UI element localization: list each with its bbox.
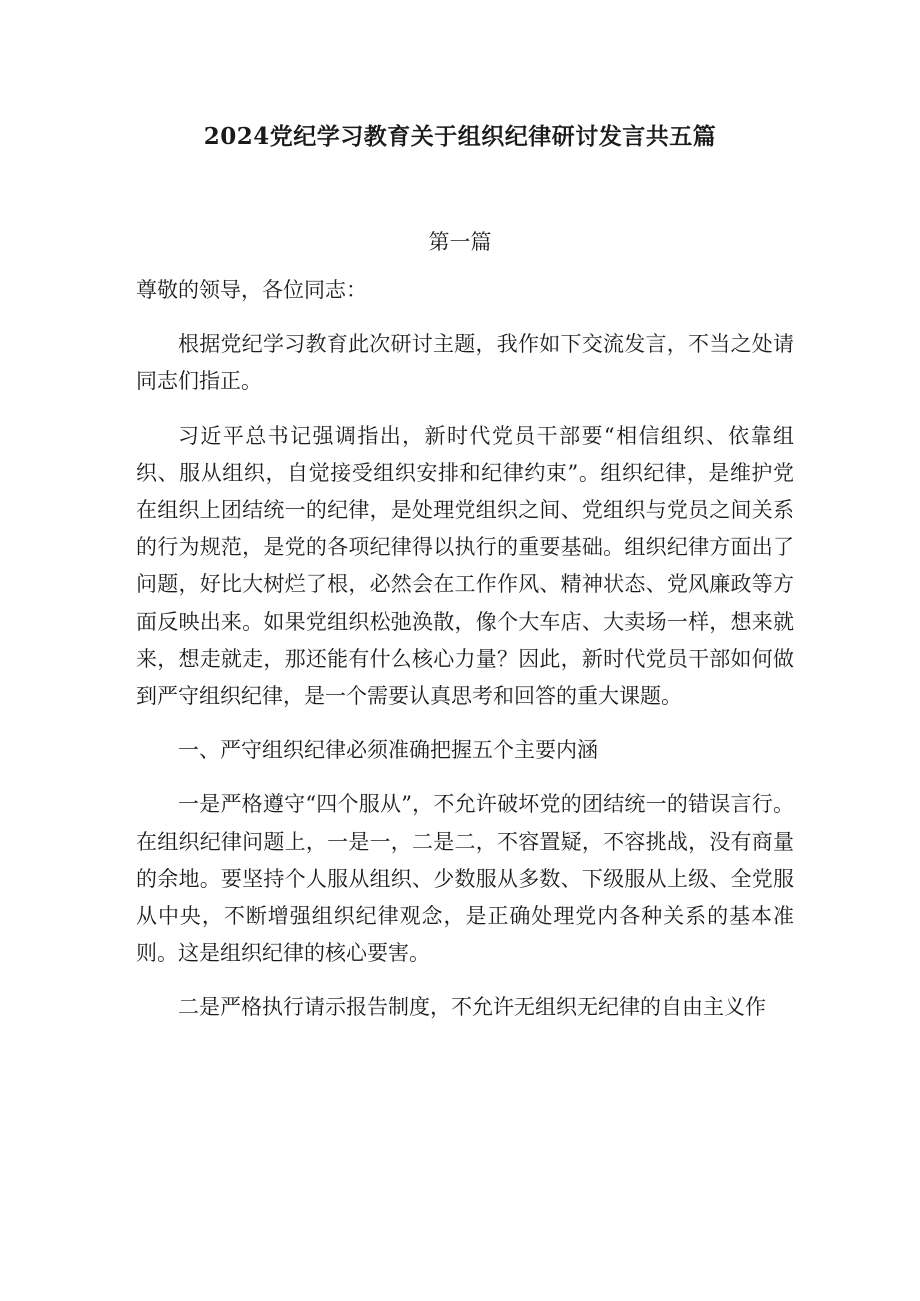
document-body (136, 272, 794, 1044)
paragraph-intro: 根据党纪学习教育此次研讨主题，我作如下交流发言，不当之处请同志们指正。 (136, 332, 794, 394)
paragraph-quote: 习近平总书记强调指出，新时代党员干部要“相信组织、依靠组织、服从组织，自觉接受组织安排和纪律约束”。组织纪律，是维护党在组织上团结统一的纪律，是处理党组织之间、党组织与党员之间关系的行为规范，是党的各项纪律得以执行的重要基础。组织纪律方面出了问题，好比大树烂了根，必然会在工作作风、精神状态、党风廉政等方面反映出来。如果党组织松弛涣散，像个大车店、大卖场一样，想来就来，想走就走，那还能有什么核心力量？因此，新时代党员干部如何做到严守组织纪律，是一个需要认真思考和回答的重大课题。 (136, 423, 794, 709)
document-title: 2024党纪学习教育关于组织纪律研讨发言共五篇 (203, 123, 717, 150)
paragraph-point-one: 一是严格遵守“四个服从”，不允许破坏党的团结统一的错误言行。在组织纪律问题上，一是一，二是二，不容置疑，不容挑战，没有商量的余地。要坚持个人服从组织、少数服从多数、下级服从上级、全党服从中央，不断增强组织纪律观念，是正确处理党内各种关系的基本准则。这是组织纪律的核心要害。 (136, 792, 794, 966)
salutation: 尊敬的领导，各位同志： (136, 278, 367, 302)
section-heading: 第一篇 (428, 230, 492, 254)
subheading-one: 一、严守组织纪律必须准确把握五个主要内涵 (178, 738, 598, 763)
paragraph-point-two: 二是严格执行请示报告制度，不允许无组织无纪律的自由主义作 (178, 995, 766, 1020)
